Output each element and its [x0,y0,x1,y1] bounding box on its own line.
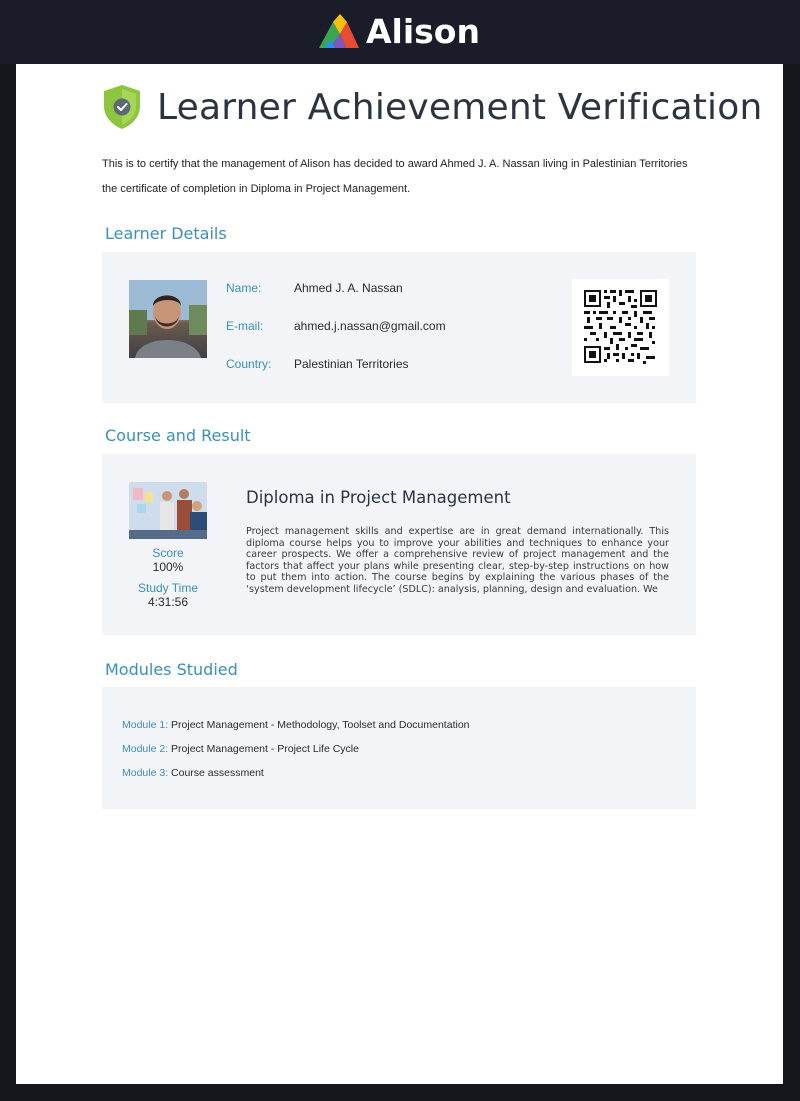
modules-card [102,687,696,809]
intro-line-1: This is to certify that the management of Alison has decided to award Ahmed J. A. Nassan living in Palestinian Territories [102,158,688,170]
module-label: Module 3: [122,767,169,779]
learner-name: Ahmed J. A. Nassan [294,281,403,295]
learner-details-heading: Learner Details [105,224,227,243]
page-title: Learner Achievement Verification [157,86,763,128]
learner-photo-illustration [129,280,207,358]
course-thumbnail-illustration [129,482,207,539]
qr-code-icon [572,279,669,376]
score-value: 100% [152,560,184,574]
study-time-value: 4:31:56 [147,595,189,609]
logo-text: Alison [366,12,480,51]
module-item [122,719,470,731]
shield-check-icon [102,84,142,130]
course-description: Project management skills and expertise are in great demand internationally. This diploma course helps you to improve your abilities and techniques to enhance your career prospects. We offer a comprehensive review of project management and the factors that affect your plans while presenting clear, step-by-step instructions on how to put them into action. The course begins by explaining the various phases of the ‘system development lifecycle’ (SDLC): analysis, planning, design and evaluation. We [246,526,669,595]
name-label: Name: [226,281,262,295]
study-time-label: Study Time [137,581,199,595]
module-title: Project Management - Methodology, Toolset and Documentation [171,719,470,731]
country-label: Country: [226,357,272,371]
alison-logo[interactable] [316,13,480,51]
module-title: Project Management - Project Life Cycle [171,743,359,755]
course-result-heading: Course and Result [105,426,251,445]
certification-statement [102,152,712,202]
learner-details-card [102,252,696,403]
email-label: E-mail: [226,319,264,333]
module-item [122,743,359,755]
course-result-card [102,454,696,635]
title-row [102,84,762,130]
intro-line-2: the certificate of completion in Diploma in Project Management. [102,183,411,195]
modules-heading: Modules Studied [105,660,238,679]
score-label: Score [152,546,184,560]
learner-email: ahmed.j.nassan@gmail.com [294,319,446,333]
verification-page [16,64,783,1084]
course-name: Diploma in Project Management [246,488,511,507]
course-thumbnail [129,482,207,539]
qr-code[interactable] [572,279,669,376]
header-bar [0,0,800,64]
module-title: Course assessment [171,767,264,779]
module-label: Module 2: [122,743,169,755]
module-item [122,767,264,779]
learner-country: Palestinian Territories [294,357,409,371]
learner-photo [129,280,207,358]
module-label: Module 1: [122,719,169,731]
alison-logo-icon [316,14,362,50]
